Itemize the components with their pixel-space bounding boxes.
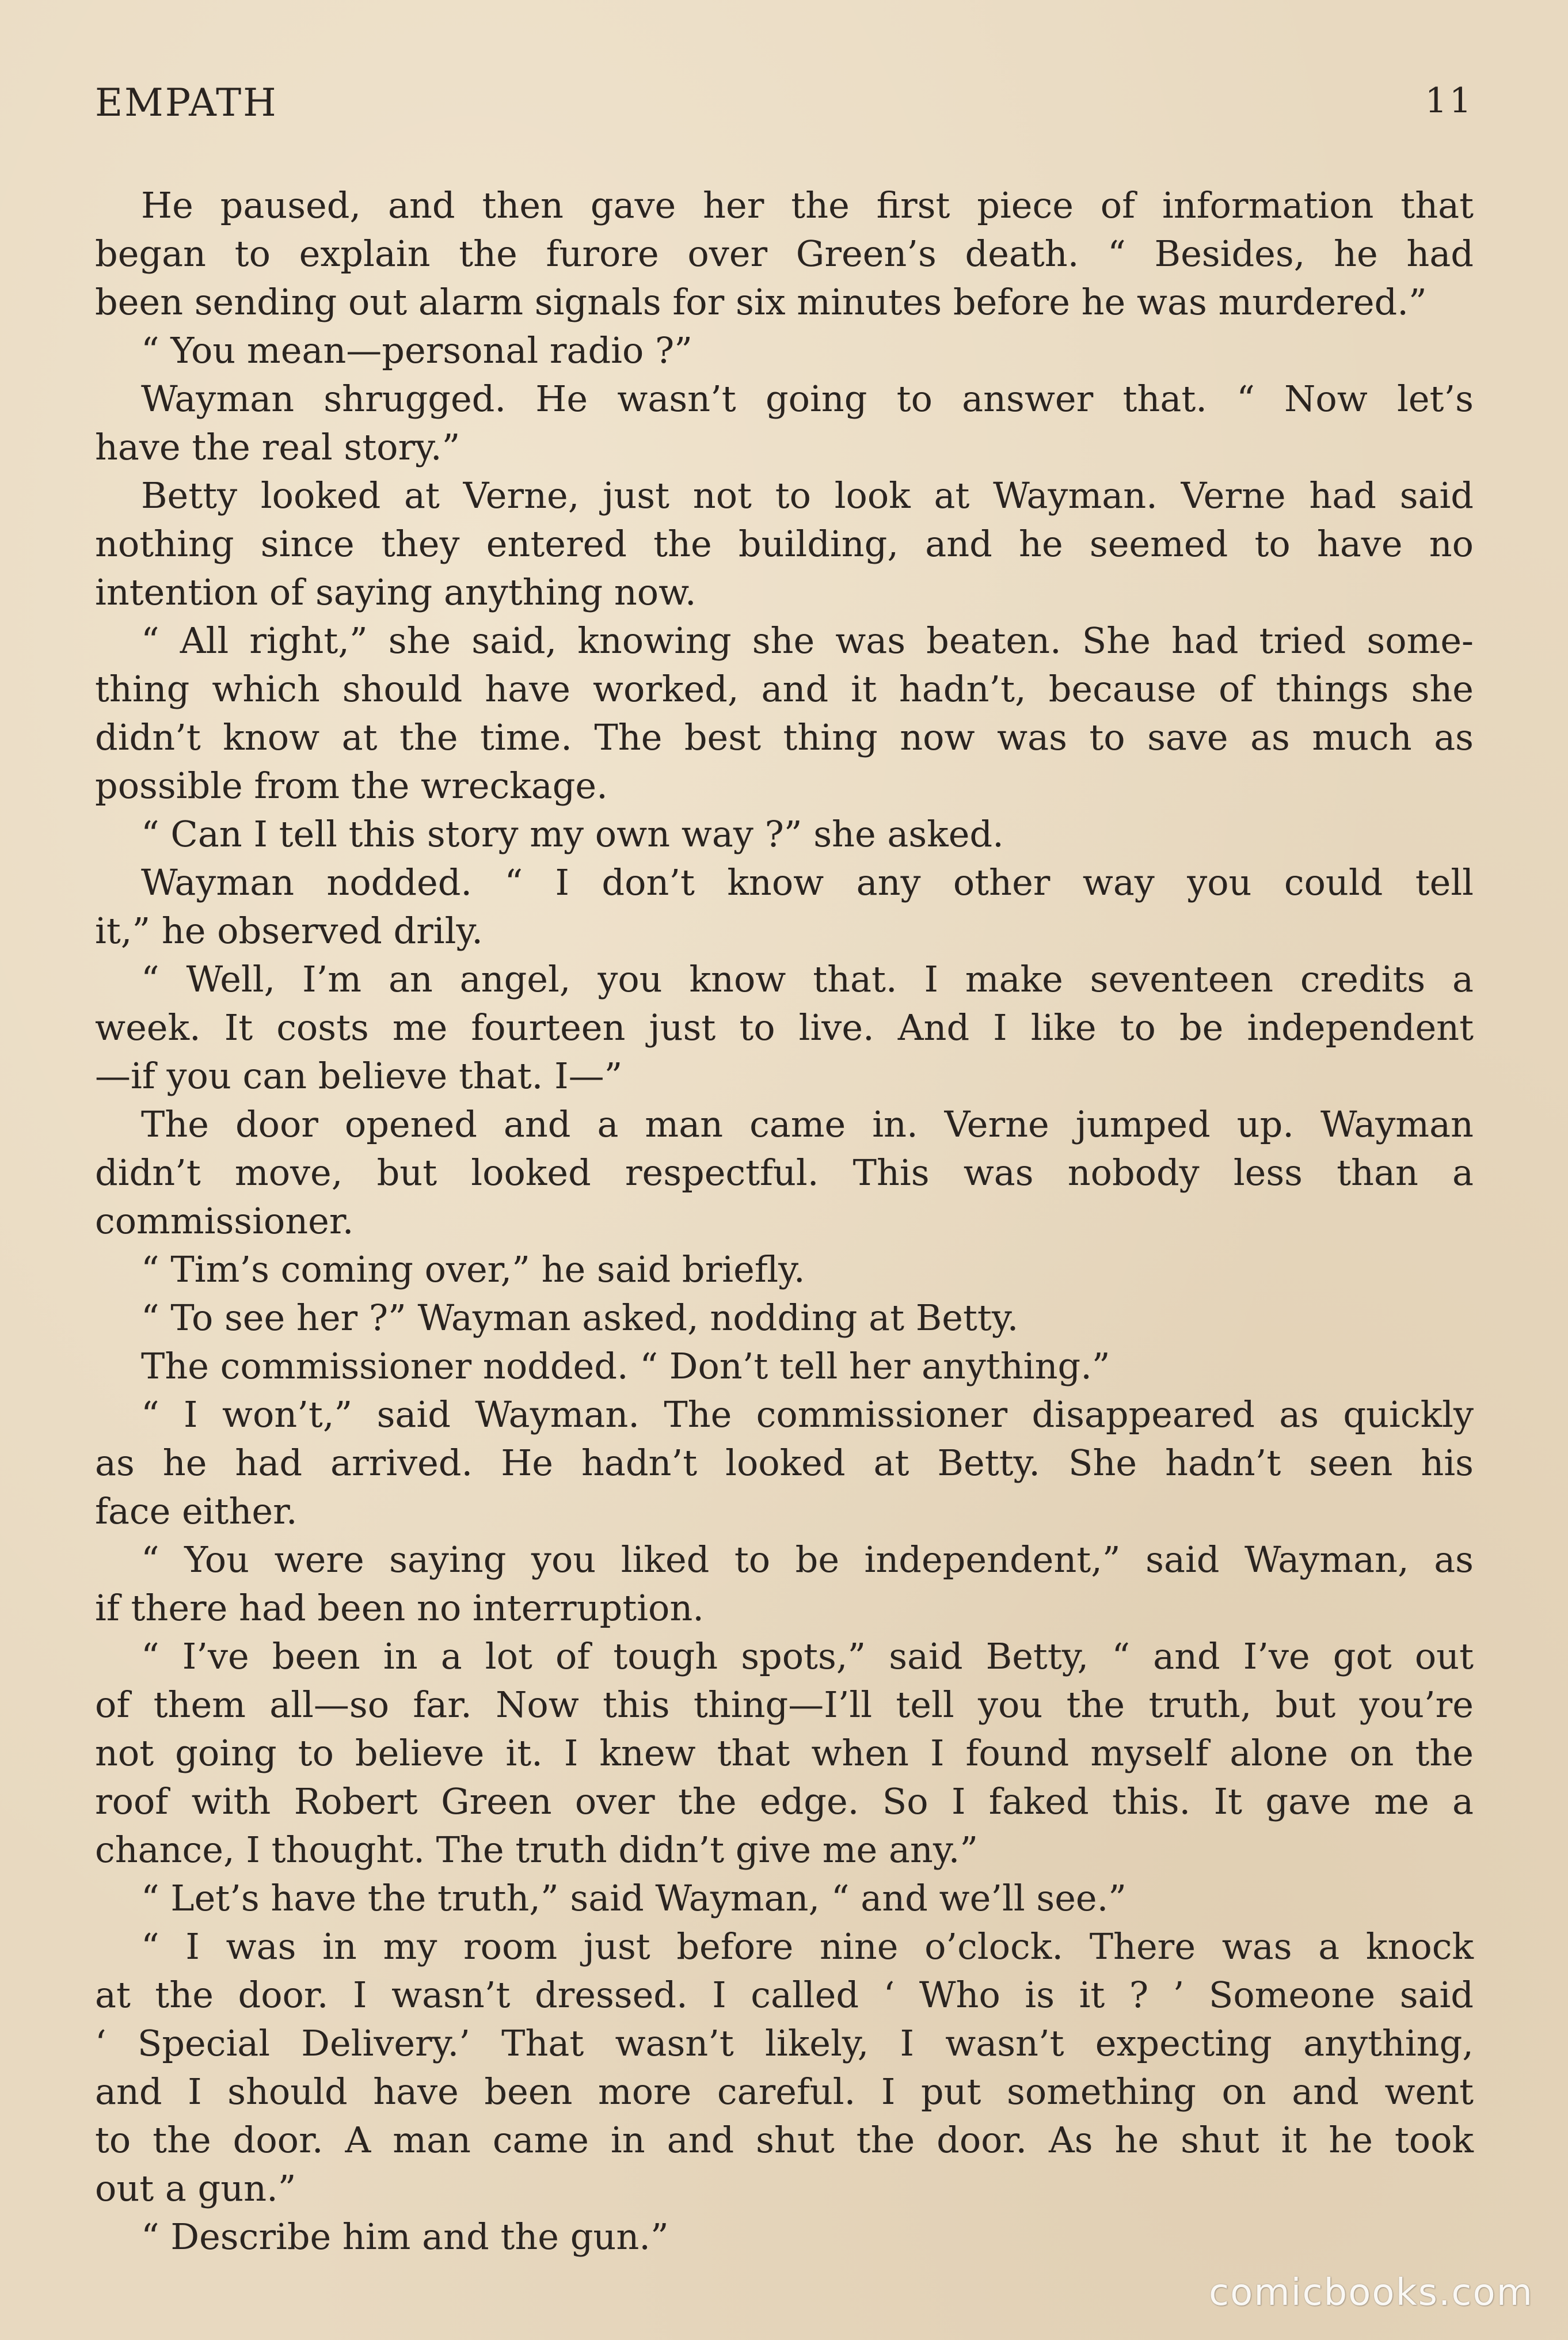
text-line: The door opened and a man came in. Verne jumped up. Wayman <box>141 1103 1474 1145</box>
text-line: thing which should have worked, and it hadn’t, because of things she <box>95 668 1474 710</box>
text-line: week. It costs me fourteen just to live. And I like to be independent <box>95 1006 1474 1049</box>
text-line: —if you can believe that. I—” <box>95 1055 623 1097</box>
text-line: He paused, and then gave her the first piece of information that <box>141 184 1474 226</box>
text-line: out a gun.” <box>95 2167 296 2209</box>
running-title: EMPATH <box>95 81 278 125</box>
text-line: “ I won’t,” said Wayman. The commissioner disappeared as quickly <box>141 1393 1474 1435</box>
text-line: Betty looked at Verne, just not to look at Wayman. Verne had said <box>141 474 1474 516</box>
text-line: to the door. A man came in and shut the door. As he shut it he took <box>95 2119 1474 2161</box>
text-line: as he had arrived. He hadn’t looked at Betty. She hadn’t seen his <box>95 1442 1474 1484</box>
text-line: began to explain the furore over Green’s death. “ Besides, he had <box>95 233 1474 275</box>
text-line: “ To see her ?” Wayman asked, nodding at Betty. <box>141 1297 1019 1339</box>
watermark: comicbooks.com <box>1208 2271 1533 2314</box>
text-line: commissioner. <box>95 1200 354 1242</box>
text-line: intention of saying anything now. <box>95 571 697 613</box>
text-line: “ You were saying you liked to be independent,” said Wayman, as <box>141 1539 1474 1581</box>
text-line: ‘ Special Delivery.’ That wasn’t likely, I wasn’t expecting anything, <box>95 2022 1474 2064</box>
page-number: 11 <box>1425 81 1474 121</box>
text-line: “ I’ve been in a lot of tough spots,” said Betty, “ and I’ve got out <box>141 1635 1474 1677</box>
body-text <box>95 181 1474 2261</box>
text-line: “ Well, I’m an angel, you know that. I make seventeen credits a <box>141 958 1474 1000</box>
text-line: didn’t move, but looked respectful. This was nobody less than a <box>95 1152 1474 1194</box>
text-line: not going to believe it. I knew that when I found myself alone on the <box>95 1732 1474 1774</box>
text-line: “ I was in my room just before nine o’clock. There was a knock <box>141 1925 1474 1967</box>
text-line: “ Describe him and the gun.” <box>141 2216 669 2258</box>
running-head <box>95 81 1474 144</box>
text-line: Wayman nodded. “ I don’t know any other way you could tell <box>141 861 1474 903</box>
text-line: didn’t know at the time. The best thing now was to save as much as <box>95 716 1474 758</box>
text-line: “ You mean—personal radio ?” <box>141 329 692 371</box>
text-line: “ Tim’s coming over,” he said briefly. <box>141 1248 805 1290</box>
text-line: chance, I thought. The truth didn’t give me any.” <box>95 1829 979 1871</box>
text-line: nothing since they entered the building, and he seemed to have no <box>95 523 1474 565</box>
text-line: The commissioner nodded. “ Don’t tell her anything.” <box>141 1345 1110 1387</box>
text-line: “ Can I tell this story my own way ?” she asked. <box>141 813 1004 855</box>
text-line: possible from the wreckage. <box>95 765 608 807</box>
text-line: face either. <box>95 1490 298 1532</box>
text-line: it,” he observed drily. <box>95 910 483 952</box>
text-line: and I should have been more careful. I put something on and went <box>95 2071 1474 2113</box>
text-line: if there had been no interruption. <box>95 1587 704 1629</box>
text-line: roof with Robert Green over the edge. So I faked this. It gave me a <box>95 1780 1474 1822</box>
text-line: “ Let’s have the truth,” said Wayman, “ and we’ll see.” <box>141 1877 1126 1919</box>
text-line: been sending out alarm signals for six minutes before he was murdered.” <box>95 281 1427 323</box>
text-line: at the door. I wasn’t dressed. I called ‘ Who is it ? ’ Someone said <box>95 1974 1474 2016</box>
text-line: have the real story.” <box>95 426 460 468</box>
text-line: “ All right,” she said, knowing she was beaten. She had tried some- <box>141 620 1474 662</box>
text-line: Wayman shrugged. He wasn’t going to answer that. “ Now let’s <box>141 378 1474 420</box>
text-line: of them all—so far. Now this thing—I’ll tell you the truth, but you’re <box>95 1684 1474 1726</box>
